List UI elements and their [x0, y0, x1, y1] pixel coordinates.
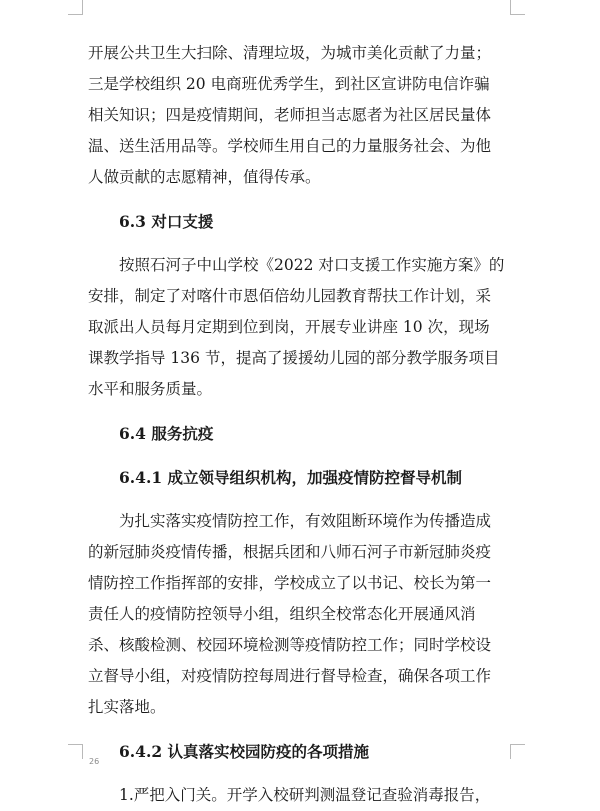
paragraph-line: 立督导小组，对疫情防控每周进行督导检查，确保各项工作: [88, 667, 492, 685]
document-body: [88, 38, 518, 811]
paragraph-line: 情防控工作指挥部的安排，学校成立了以书记、校长为第一: [88, 574, 492, 592]
paragraph-line: 取派出人员每月定期到位到岗，开展专业讲座 10 次，现场: [88, 318, 490, 336]
paragraph-line: 为扎实落实疫情防控工作，有效阻断环境作为传播造成: [119, 512, 492, 530]
paragraph-line: 杀、核酸检测、校园环境检测等疫情防控工作；同时学校设: [88, 636, 492, 654]
paragraph-line: 水平和服务质量。: [88, 380, 213, 398]
section-heading: 6.4.1 成立领导组织机构，加强疫情防控督导机制: [119, 468, 463, 487]
crop-mark-top-right: [510, 0, 525, 15]
crop-mark-bottom-left: [68, 744, 83, 759]
paragraph-line: 相关知识；四是疫情期间，老师担当志愿者为社区居民量体: [88, 106, 492, 124]
paragraph-line: 课教学指导 136 节，提高了援援幼儿园的部分教学服务项目: [88, 349, 500, 367]
page-number: 26: [89, 757, 100, 766]
paragraph: [88, 250, 518, 405]
crop-mark-bottom-right: [510, 744, 525, 759]
paragraph-line: 扎实落地。: [88, 698, 166, 716]
paragraph-line: 责任人的疫情防控领导小组，组织全校常态化开展通风消: [88, 605, 476, 623]
paragraph-line: 1.严把入门关。开学入校研判测温登记查验消毒报告，: [119, 786, 491, 804]
section-heading: 6.4.2 认真落实校园防疫的各项措施: [119, 742, 370, 761]
paragraph-line: 按照石河子中山学校《2022 对口支援工作实施方案》的: [119, 256, 505, 274]
section-heading: 6.3 对口支援: [119, 212, 214, 231]
paragraph-line: 安排，制定了对喀什市恩佰倍幼儿园教育帮扶工作计划，采: [88, 287, 492, 305]
paragraph-line: 温、送生活用品等。学校师生用自己的力量服务社会、为他: [88, 137, 492, 155]
paragraph-line: 的新冠肺炎疫情传播，根据兵团和八师石河子市新冠肺炎疫: [88, 543, 492, 561]
paragraph-line: 开展公共卫生大扫除、清理垃圾，为城市美化贡献了力量；: [88, 44, 492, 62]
paragraph: [88, 506, 518, 723]
paragraph: [88, 38, 518, 193]
crop-mark-top-left: [68, 0, 83, 15]
section-heading: 6.4 服务抗疫: [119, 424, 214, 443]
paragraph-line: 三是学校组织 20 电商班优秀学生，到社区宣讲防电信诈骗: [88, 75, 490, 93]
paragraph: [88, 780, 518, 811]
paragraph-line: 人做贡献的志愿精神，值得传承。: [88, 168, 321, 186]
